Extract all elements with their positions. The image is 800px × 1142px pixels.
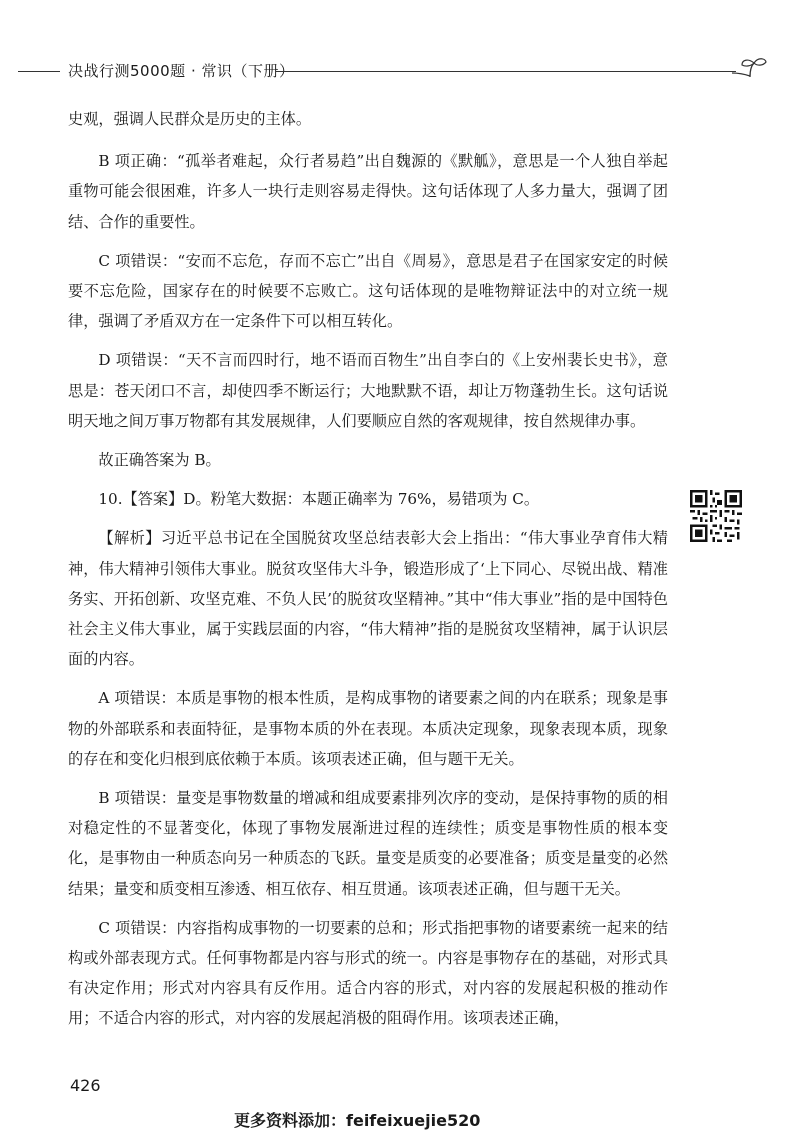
header-title: 决战行测5000题 · 常识（下册）: [68, 62, 295, 80]
paragraph-analysis: 【解析】习近平总书记在全国脱贫攻坚总结表彰大会上指出：“伟大事业孕育伟大精神，伟大精神引领伟大事业。脱贫攻坚伟大斗争，锻造形成了‘上下同心、尽锐出战、精准务实、开拓创新、攻坚克难、不负人民’的脱贫攻坚精神。”其中“伟大事业”指的是中国特色社会主义伟大事业，属于实践层面的内容，“伟大精神”指的是脱贫攻坚精神，属于认识层面的内容。: [68, 529, 668, 669]
header-rule-left: [18, 71, 60, 72]
qr-code-icon: [690, 490, 742, 542]
paragraph-option-d: D 项错误：“天不言而四时行，地不语而百物生”出自李白的《上安州裴长史书》，意思是：苍天闭口不言，却使四季不断运行；大地默默不语，却让万物蓬勃生长。这句话说明天地之间万事万物都有其发展规律，人们要顺应自然的客观规律，按自然规律办事。: [68, 351, 668, 430]
sprout-icon: [730, 56, 770, 82]
paragraph-option-b: B 项正确：“孤举者难起，众行者易趋”出自魏源的《默觚》，意思是一个人独自举起重物可能会很困难，许多人一块行走则容易走得快。这句话体现了人多力量大，强调了团结、合作的重要性。: [68, 152, 668, 231]
paragraph-answer-10: 10.【答案】D。粉笔大数据：本题正确率为 76%，易错项为 C。: [98, 490, 540, 509]
paragraph-option-a: A 项错误：本质是事物的根本性质，是构成事物的诸要素之间的内在联系；现象是事物的外部联系和表面特征，是事物本质的外在表现。本质决定现象，现象表现本质，现象的存在和变化归根到底依赖于本质。该项表述正确，但与题干无关。: [68, 689, 668, 768]
footer-note: 更多资料添加：feifeixuejie520: [234, 1111, 481, 1130]
header-rule-right: [276, 71, 736, 72]
paragraph-answer-9: 故正确答案为 B。: [98, 451, 221, 470]
paragraph-continuation: 史观，强调人民群众是历史的主体。: [68, 110, 311, 128]
page-body: [68, 104, 668, 1043]
running-header: [18, 56, 788, 86]
paragraph-option-c-2: C 项错误：内容指构成事物的一切要素的总和；形式指把事物的诸要素统一起来的结构或外部表现方式。任何事物都是内容与形式的统一。内容是事物存在的基础，对形式具有决定作用；形式对内容具有反作用。适合内容的形式，对内容的发展起积极的推动作用；不适合内容的形式，对内容的发展起消极的阻碍作用。该项表述正确，: [68, 918, 668, 1028]
page-number: 426: [70, 1076, 101, 1095]
paragraph-option-c: C 项错误：“安而不忘危，存而不忘亡”出自《周易》，意思是君子在国家安定的时候要不忘危险，国家存在的时候要不忘败亡。这句话体现的是唯物辩证法中的对立统一规律，强调了矛盾双方在一定条件下可以相互转化。: [68, 251, 668, 331]
paragraph-option-b-2: B 项错误：量变是事物数量的增减和组成要素排列次序的变动，是保持事物的质的相对稳定性的不显著变化，体现了事物发展渐进过程的连续性；质变是事物性质的根本变化，是事物由一种质态向另一种质态的飞跃。量变是质变的必要准备；质变是量变的必然结果；量变和质变相互渗透、相互依存、相互贯通。该项表述正确，但与题干无关。: [68, 789, 668, 898]
